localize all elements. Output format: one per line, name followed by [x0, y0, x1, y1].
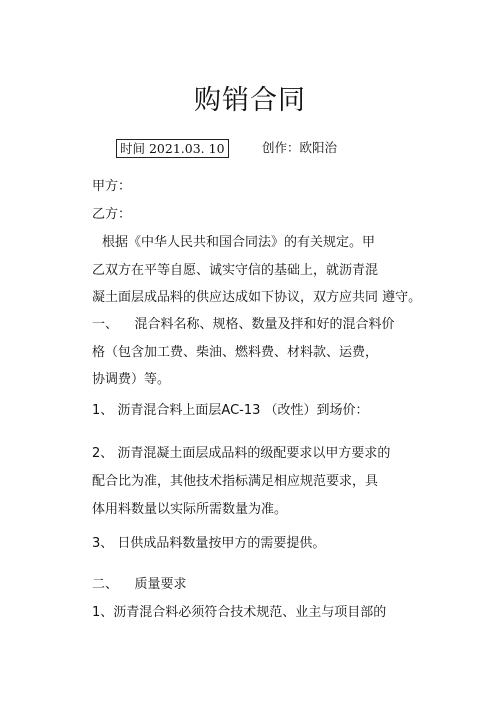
section-1-item: 1、 沥青混合料上面层AC-13 （改性）到场价： [92, 403, 369, 418]
party-b-label: 乙方： [92, 207, 132, 222]
section-1-item: 2、 沥青混凝土面层成品料的级配要求以甲方要求的 [92, 446, 391, 461]
section-1-heading: 一、 混合料名称、规格、数量及拌和好的混合料价 [92, 317, 395, 332]
document-title: 购销合同 [194, 85, 306, 116]
section-1-item: 3、 日供成品料数量按甲方的需要提供。 [92, 536, 326, 551]
section-1-heading: 格（包含加工费、柴油、燃料费、材料款、运费， [92, 345, 379, 360]
party-a-label: 甲方： [92, 179, 132, 194]
preamble-line: 乙双方在平等自愿、诚实守信的基础上，就沥青混 [92, 263, 379, 278]
section-1-heading: 协调费）等。 [92, 372, 171, 387]
section-1-item: 配合比为准，其他技术指标满足相应规范要求，具 [92, 474, 379, 489]
author-label: 创作：欧阳治 [262, 140, 338, 155]
section-1-item: 体用料数量以实际所需数量为准。 [92, 502, 288, 517]
time-label: 时间 2021.03. 10 [116, 139, 229, 158]
section-2-item: 1、沥青混合料必须符合技术规范、业主与项目部的 [92, 605, 387, 620]
preamble-line: 根据《中华人民共和国合同法》的有关规定。甲 [102, 235, 376, 250]
preamble-line: 凝土面层成品料的供应达成如下协议，双方应共同 遵守。 [92, 290, 422, 305]
section-2-heading: 二、 质量要求 [92, 577, 187, 592]
